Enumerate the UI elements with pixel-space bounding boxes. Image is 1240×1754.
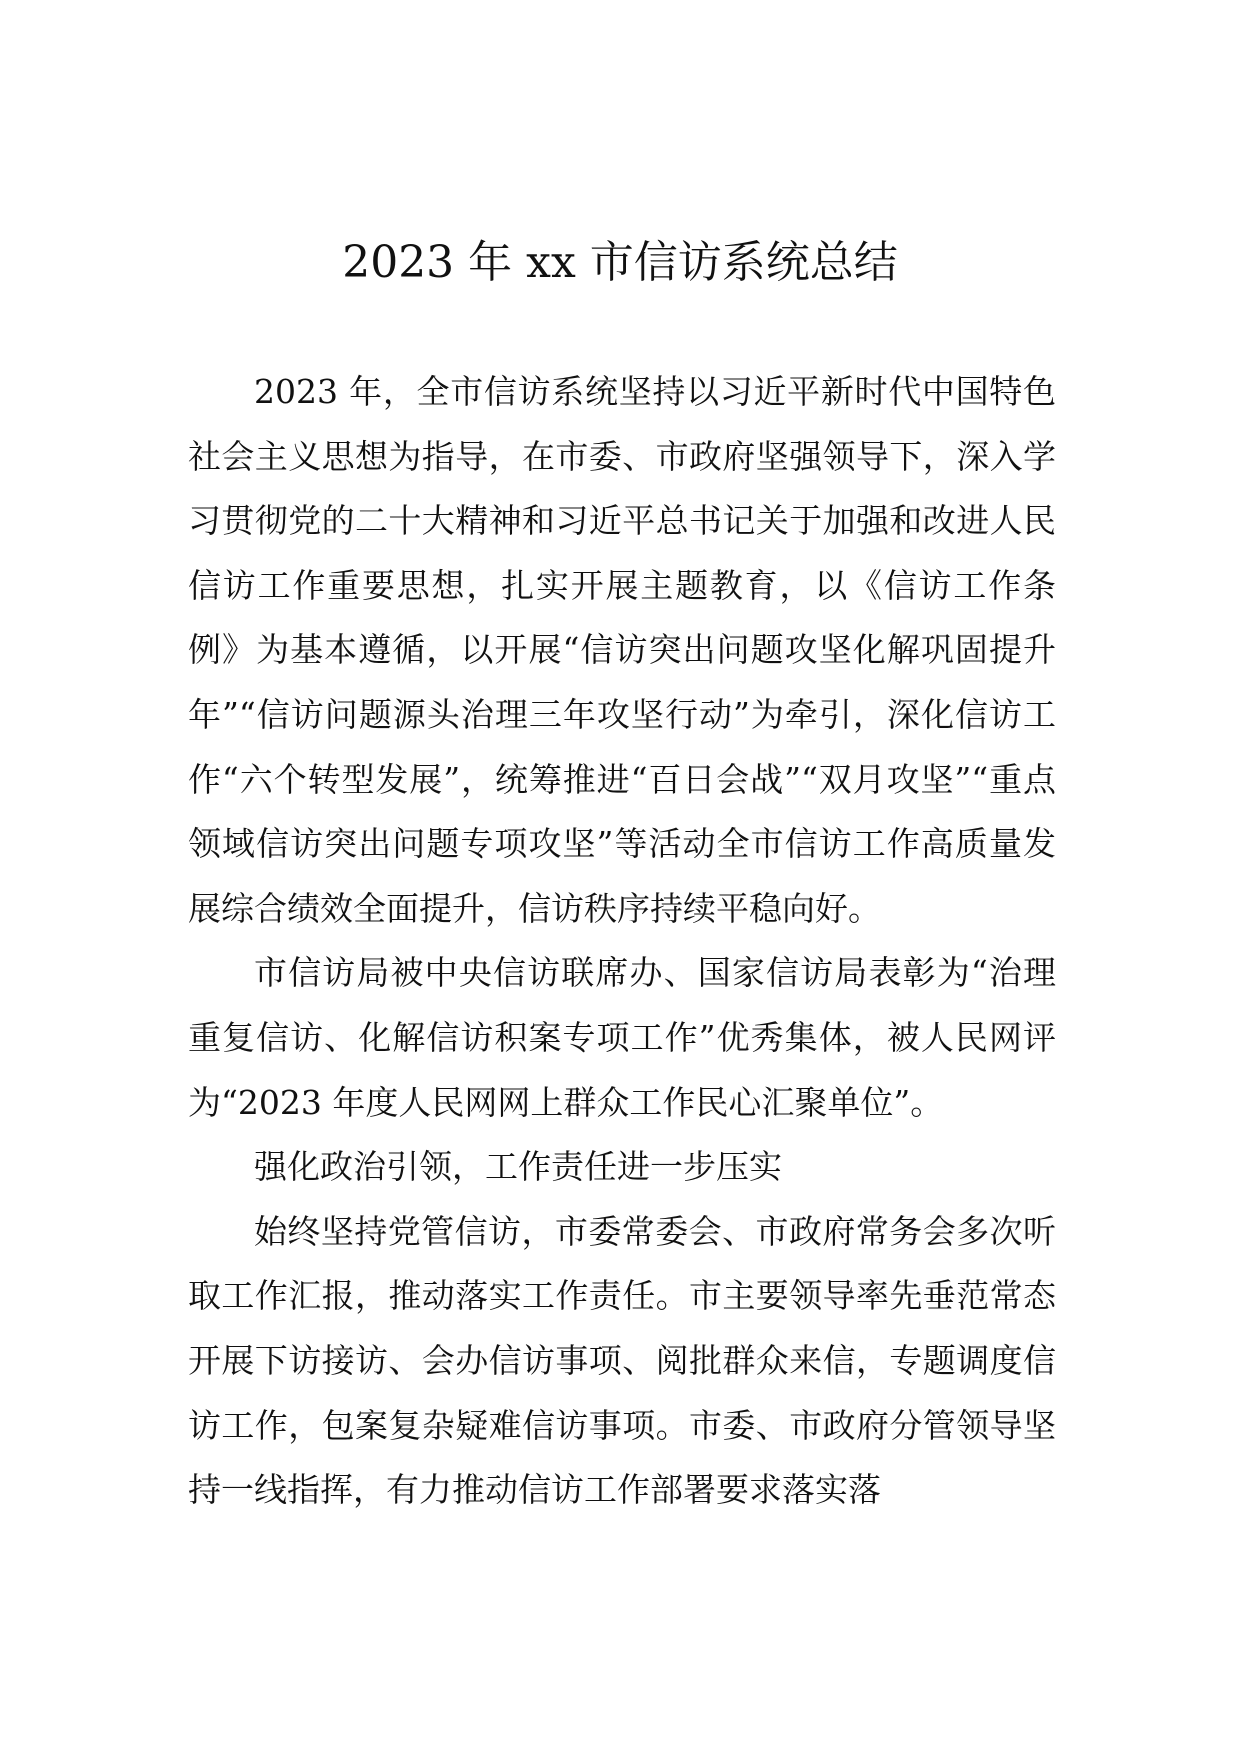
paragraph-responsibility: 始终坚持党管信访，市委常委会、市政府常务会多次听取工作汇报，推动落实工作责任。市主要领导率先垂范常态开展下访接访、会办信访事项、阅批群众来信，专题调度信访工作，包案复杂疑难信访事项。市委、市政府分管领导坚持一线指挥，有力推动信访工作部署要求落实落 [188,1211,1056,1510]
section-heading: 强化政治引领，工作责任进一步压实 [254,1147,782,1187]
paragraph-intro: 2023 年，全市信访系统坚持以习近平新时代中国特色社会主义思想为指导，在市委、市政府坚强领导下，深入学习贯彻党的二十大精神和习近平总书记关于加强和改进人民信访工作重要思想，扎实开展主题教育，以《信访工作条例》为基本遵循，以开展“信访突出问题攻坚化解巩固提升年”“信访问题源头治理三年攻坚行动”为牵引，深化信访工作“六个转型发展”，统筹推进“百日会战”“双月攻坚”“重点领域信访突出问题专项攻坚”等活动全市信访工作高质量发展综合绩效全面提升，信访秩序持续平稳向好。 [188,372,1056,928]
paragraph-honors: 市信访局被中央信访联席办、国家信访局表彰为“治理重复信访、化解信访积案专项工作”优秀集体，被人民网评为“2023 年度人民网网上群众工作民心汇聚单位”。 [188,953,1056,1122]
document-title: 2023 年 xx 市信访系统总结 [342,237,898,288]
document-body [188,360,1056,1523]
